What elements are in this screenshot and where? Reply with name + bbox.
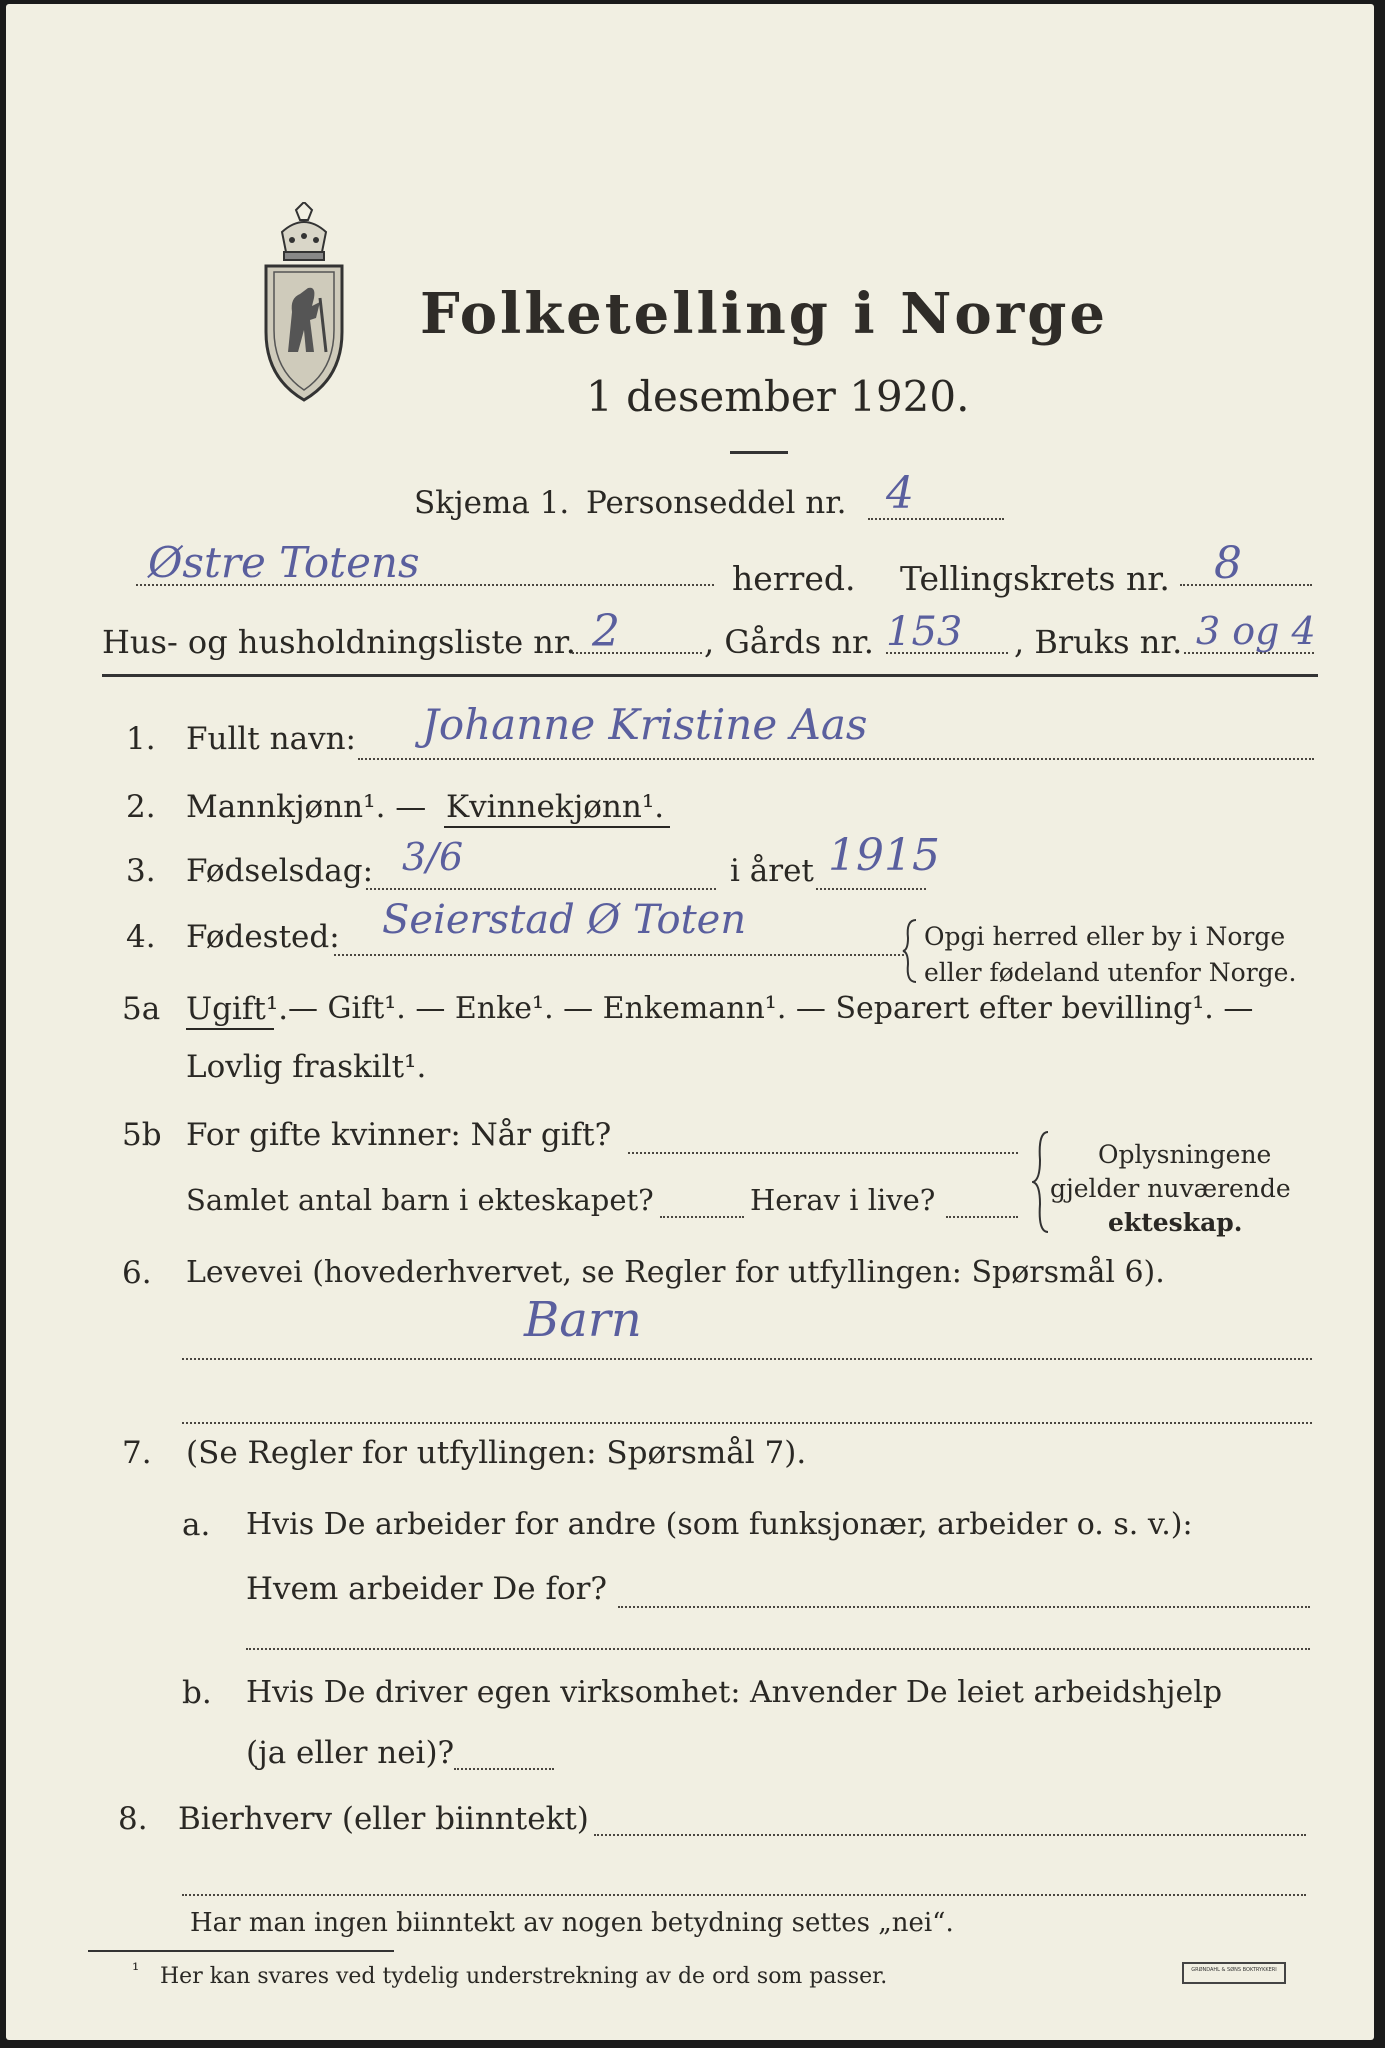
herred-label: herred. xyxy=(732,559,856,598)
q3-number: 3. xyxy=(126,853,156,889)
q6-number: 6. xyxy=(122,1255,152,1291)
q7b-letter: b. xyxy=(182,1675,212,1711)
q3-birth-year: 1915 xyxy=(828,830,940,881)
q5a-ugift-option: Ugift¹. xyxy=(186,991,289,1027)
q8-label: Bierhverv (eller biinntekt) xyxy=(178,1801,589,1837)
gards-value: 153 xyxy=(886,609,963,655)
q4-birthplace: Seierstad Ø Toten xyxy=(382,897,747,943)
q2-number: 2. xyxy=(126,789,156,825)
printer-stamp-text: GRØNDAHL & SØNS BOKTRYKKERI xyxy=(1191,1967,1277,1973)
q5b-alive-line xyxy=(946,1216,1018,1218)
q7b-question: Hvis De driver egen virksomhet: Anvender De leiet arbeidshjelp xyxy=(246,1675,1223,1710)
q7b-yes-no-line xyxy=(454,1768,554,1770)
q2-female-underline xyxy=(444,826,670,828)
q3-year-line xyxy=(816,888,926,890)
q5a-number: 5a xyxy=(122,991,161,1027)
hus-label: Hus- og husholdningsliste nr. xyxy=(102,623,576,661)
bruks-label: , Bruks nr. xyxy=(1014,623,1183,661)
q3-year-label: i året xyxy=(730,853,814,889)
q7-label: (Se Regler for utfyllingen: Spørsmål 7). xyxy=(186,1435,807,1471)
q8-line1 xyxy=(594,1834,1306,1836)
q5b-alive-label: Herav i live? xyxy=(750,1183,936,1217)
q5b-note2: gjelder nuværende xyxy=(1050,1174,1291,1203)
q2-male-option: Mannkjønn¹. — xyxy=(186,789,427,825)
header-divider xyxy=(102,674,1318,677)
q5b-children-line xyxy=(660,1216,744,1218)
q5b-number: 5b xyxy=(122,1117,162,1153)
form-title: Folketelling i Norge xyxy=(420,281,1109,347)
income-note: Har man ingen biinntekt av nogen betydning settes „nei“. xyxy=(190,1908,954,1938)
tellingskrets-value: 8 xyxy=(1214,538,1242,589)
tellingskrets-line xyxy=(1180,584,1312,586)
q5b-when-married-label: For gifte kvinner: Når gift? xyxy=(186,1117,612,1153)
herred-value: Østre Totens xyxy=(148,538,420,587)
gards-line xyxy=(886,652,1008,654)
printer-stamp xyxy=(1182,1962,1286,1984)
q6-line2 xyxy=(182,1422,1312,1424)
schema-label: Skjema 1. xyxy=(414,485,570,521)
q7a-employer-line1 xyxy=(618,1606,1310,1608)
q3-birth-day: 3/6 xyxy=(402,835,464,879)
q4-line xyxy=(334,954,904,956)
q5b-note1: Oplysningene xyxy=(1098,1140,1272,1169)
q5a-ugift-underline xyxy=(186,1028,274,1030)
q7a-question: Hvis De arbeider for andre (som funksjonær, arbeider o. s. v.): xyxy=(246,1507,1193,1542)
q7a-employer-label: Hvem arbeider De for? xyxy=(246,1571,608,1607)
q7a-employer-line2 xyxy=(246,1648,1310,1650)
q5b-children-label: Samlet antal barn i ekteskapet? xyxy=(186,1183,654,1217)
q6-line1 xyxy=(182,1358,1312,1360)
footnote-divider xyxy=(88,1950,394,1952)
title-divider xyxy=(730,451,788,454)
q7-number: 7. xyxy=(122,1435,152,1471)
norwegian-coat-of-arms-icon xyxy=(256,202,352,410)
q8-number: 8. xyxy=(118,1801,148,1837)
q5a-line2: Lovlig fraskilt¹. xyxy=(186,1049,427,1085)
q1-line xyxy=(358,758,1314,760)
q6-occupation: Barn xyxy=(524,1292,642,1348)
q2-female-option: Kvinnekjønn¹. xyxy=(446,789,665,825)
q5a-other-options: — Gift¹. — Enke¹. — Enkemann¹. — Separert efter bevilling¹. — xyxy=(288,991,1254,1026)
q4-label: Fødested: xyxy=(186,919,340,955)
gards-label: , Gårds nr. xyxy=(704,623,874,661)
census-date: 1 desember 1920. xyxy=(586,372,970,421)
q1-number: 1. xyxy=(126,721,156,757)
q4-number: 4. xyxy=(126,919,156,955)
personseddel-label: Personseddel nr. xyxy=(586,485,847,521)
q6-label: Levevei (hovederhvervet, se Regler for utfyllingen: Spørsmål 6). xyxy=(186,1255,1165,1290)
q7b-yes-no-label: (ja eller nei)? xyxy=(246,1735,455,1771)
bruks-value: 3 og 4 xyxy=(1196,609,1316,653)
q1-full-name: Johanne Kristine Aas xyxy=(422,700,868,749)
hus-line xyxy=(572,652,702,654)
q4-note-line1: Opgi herred eller by i Norge xyxy=(924,922,1286,951)
q1-label: Fullt navn: xyxy=(186,721,356,757)
q3-label: Fødselsdag: xyxy=(186,853,374,889)
hus-value: 2 xyxy=(592,606,620,657)
q5b-when-married-line xyxy=(628,1152,1018,1154)
q5b-brace-icon xyxy=(1032,1130,1050,1234)
q8-line2 xyxy=(182,1894,1306,1896)
footnote-text: Her kan svares ved tydelig understrekning av de ord som passer. xyxy=(160,1964,888,1989)
census-form-page xyxy=(6,4,1374,2040)
q7a-letter: a. xyxy=(182,1507,211,1543)
q4-note-line2: eller fødeland utenfor Norge. xyxy=(924,958,1297,987)
personseddel-value: 4 xyxy=(886,468,914,519)
herred-line xyxy=(136,584,714,586)
q5b-note3: ekteskap. xyxy=(1108,1208,1243,1237)
personseddel-line xyxy=(868,518,1004,520)
bruks-line xyxy=(1184,652,1314,654)
q4-brace-icon xyxy=(902,918,918,984)
q3-day-line xyxy=(366,888,716,890)
footnote-mark: ¹ xyxy=(132,1960,140,1981)
tellingskrets-label: Tellingskrets nr. xyxy=(900,559,1170,598)
